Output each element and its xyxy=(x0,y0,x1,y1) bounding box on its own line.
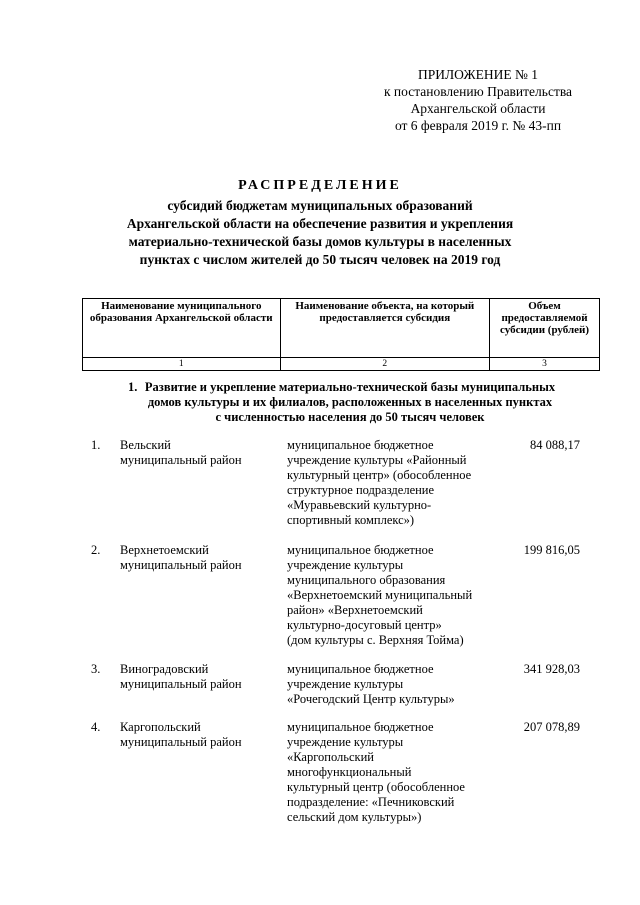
municipality-line: Каргопольский xyxy=(120,720,201,734)
object-line: культурно-досуговый центр» xyxy=(287,618,442,632)
section-heading xyxy=(120,380,580,425)
header-object: Наименование объекта, на который предоставляется субсидия xyxy=(280,299,490,358)
municipality-line: муниципальный район xyxy=(120,558,242,572)
object-line: культурный центр» (обособленное xyxy=(287,468,472,482)
object-line: спортивный комплекс») xyxy=(287,513,415,527)
document-subtitle xyxy=(90,197,550,269)
header-amount: Объем предоставляемой субсидии (рублей) xyxy=(490,299,600,358)
subtitle-line: Архангельской области на обеспечение развития и укрепления xyxy=(126,216,514,231)
subtitle-line: пунктах с числом жителей до 50 тысяч человек на 2019 год xyxy=(139,252,501,267)
row-object xyxy=(287,438,487,528)
row-object xyxy=(287,720,487,825)
subtitle-line: субсидий бюджетам муниципальных образований xyxy=(167,198,473,213)
section-line: Развитие и укрепление материально-технической базы муниципальных xyxy=(144,380,556,394)
municipality-line: Виноградовский xyxy=(120,662,209,676)
municipality-line: муниципальный район xyxy=(120,677,242,691)
document-title: РАСПРЕДЕЛЕНИЕ xyxy=(238,178,402,193)
column-number: 1 xyxy=(83,358,281,371)
row-index: 3. xyxy=(91,662,101,676)
annex-line: Архангельской области xyxy=(410,101,546,116)
column-number-row xyxy=(83,358,600,371)
object-line: муниципальное бюджетное xyxy=(287,543,434,557)
row-municipality xyxy=(120,438,280,468)
row-index: 1. xyxy=(91,438,101,452)
annex-line: к постановлению Правительства xyxy=(383,84,573,99)
municipality-line: муниципальный район xyxy=(120,453,242,467)
object-line: многофункциональный xyxy=(287,765,412,779)
section-number: 1. xyxy=(128,380,138,394)
object-line: структурное подразделение xyxy=(287,483,435,497)
header-row xyxy=(83,299,600,358)
header-municipality: Наименование муниципального образования Архангельской области xyxy=(83,299,281,358)
row-object xyxy=(287,662,487,707)
object-line: муниципальное бюджетное xyxy=(287,720,434,734)
header-table xyxy=(82,298,600,371)
object-line: сельский дом культуры») xyxy=(287,810,422,824)
object-line: (дом культуры с. Верхняя Тойма) xyxy=(287,633,464,647)
column-number: 3 xyxy=(490,358,600,371)
row-municipality xyxy=(120,662,280,692)
object-line: учреждение культуры «Районный xyxy=(287,453,467,467)
row-municipality xyxy=(120,543,280,573)
object-line: муниципального образования xyxy=(287,573,446,587)
object-line: район» «Верхнетоемский xyxy=(287,603,423,617)
object-line: культурный центр (обособленное xyxy=(287,780,465,794)
object-line: учреждение культуры xyxy=(287,735,404,749)
object-line: «Верхнетоемский муниципальный xyxy=(287,588,473,602)
annex-block xyxy=(368,66,588,134)
object-line: муниципальное бюджетное xyxy=(287,662,434,676)
annex-line: ПРИЛОЖЕНИЕ № 1 xyxy=(417,67,539,82)
object-line: «Муравьевский культурно- xyxy=(287,498,432,512)
row-amount: 84 088,17 xyxy=(530,438,580,452)
object-line: учреждение культуры xyxy=(287,558,404,572)
subtitle-line: материально-технической базы домов культуры в населенных xyxy=(128,234,512,249)
row-amount: 207 078,89 xyxy=(523,720,580,734)
row-amount: 199 816,05 xyxy=(523,543,580,557)
municipality-line: Вельский xyxy=(120,438,171,452)
object-line: подразделение: «Печниковский xyxy=(287,795,455,809)
row-object xyxy=(287,543,487,648)
object-line: «Каргопольский xyxy=(287,750,374,764)
municipality-line: муниципальный район xyxy=(120,735,242,749)
object-line: учреждение культуры xyxy=(287,677,404,691)
row-municipality xyxy=(120,720,280,750)
row-amount: 341 928,03 xyxy=(523,662,580,676)
column-number: 2 xyxy=(280,358,490,371)
annex-line: от 6 февраля 2019 г. № 43-пп xyxy=(394,118,562,133)
object-line: муниципальное бюджетное xyxy=(287,438,434,452)
municipality-line: Верхнетоемский xyxy=(120,543,209,557)
row-index: 2. xyxy=(91,543,101,557)
section-line: домов культуры и их филиалов, расположенных в населенных пунктах xyxy=(147,395,553,409)
row-index: 4. xyxy=(91,720,101,734)
object-line: «Рочегодский Центр культуры» xyxy=(287,692,455,706)
section-line: с численностью населения до 50 тысяч человек xyxy=(215,410,485,424)
